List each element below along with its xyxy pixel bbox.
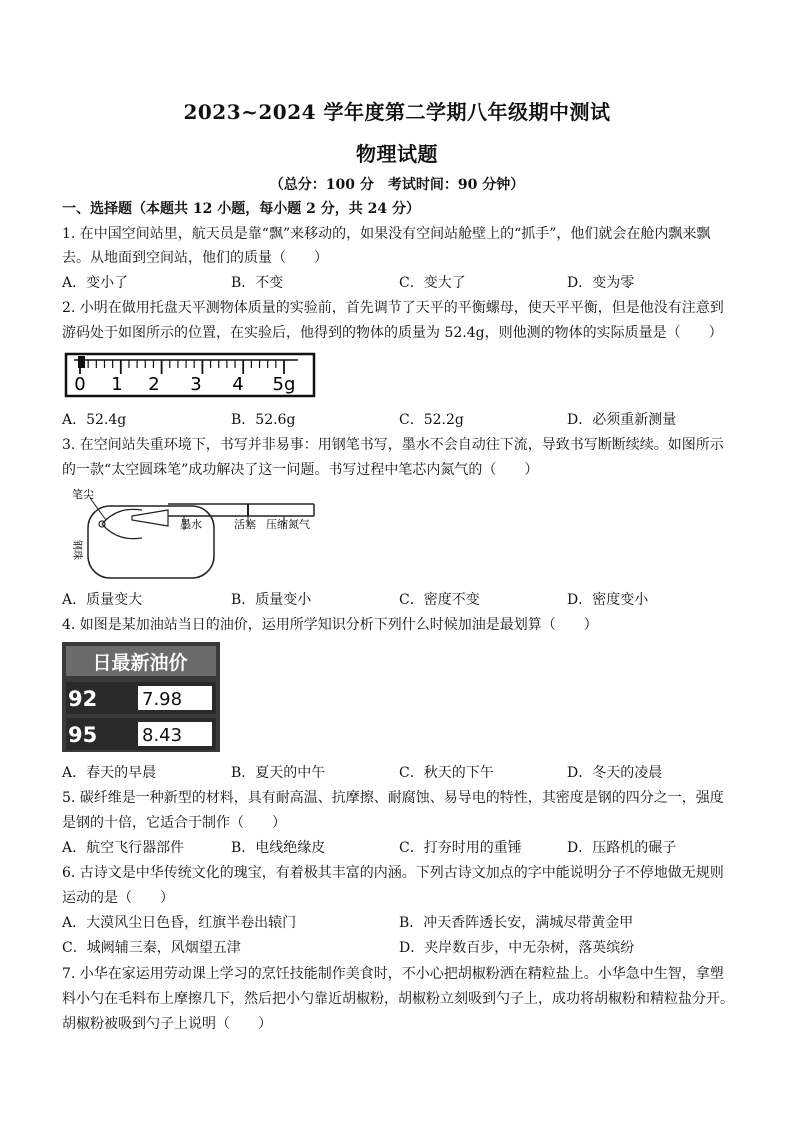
grade-95: 95 <box>68 723 98 747</box>
q1-text-line2: 去。从地面到空间站，他们的质量（ ） <box>62 250 328 266</box>
space-pen-figure <box>62 486 322 584</box>
q1-option-b: B．不变 <box>231 275 284 291</box>
q2-option-a: A．52.4g <box>62 412 127 428</box>
section-heading: 一、选择题（本题共 12 小题，每小题 2 分，共 24 分） <box>62 201 420 217</box>
q7-text-line1: 7. 小华在家运用劳动课上学习的烹饪技能制作美食时，不小心把胡椒粉洒在精粒盐上。小华急中生智，拿塑 <box>62 966 724 982</box>
grade-92: 92 <box>68 687 98 711</box>
ruler-label-2: 2 <box>148 374 160 395</box>
q4-option-c: C．秋天的下午 <box>399 765 494 781</box>
q5-text-line1: 5. 碳纤维是一种新型的材料，具有耐高温、抗摩擦、耐腐蚀、易导电的特性，其密度是钢的四分之一，强度 <box>62 790 724 806</box>
q7-text-line2: 料小勺在毛料布上摩擦几下，然后把小勺靠近胡椒粉，胡椒粉立刻吸到勺子上，成功将胡椒粉和精粒盐分开。 <box>62 991 734 1007</box>
price-95: 8.43 <box>142 725 183 746</box>
q3-text-line1: 3. 在空间站失重环境下，书写并非易事：用钢笔书写，墨水不会自动往下流，导致书写断断续续。如图所示 <box>62 437 724 453</box>
q5-text-line2: 是钢的十倍，它适合于制作（ ） <box>62 815 286 831</box>
label-piston: 活塞 <box>234 518 256 531</box>
q6-option-c: C．城阙辅三秦，风烟望五津 <box>62 940 241 956</box>
oil-price-board <box>62 642 222 754</box>
q5-option-b: B．电线绝缘皮 <box>231 840 326 856</box>
q7-text-line3: 胡椒粉被吸到勺子上说明（ ） <box>62 1016 272 1032</box>
label-ink: 墨水 <box>180 518 202 531</box>
q1-option-a: A．变小了 <box>62 275 129 291</box>
q1-option-c: C．变大了 <box>399 275 466 291</box>
q3-option-c: C．密度不变 <box>399 592 480 608</box>
price-92: 7.98 <box>142 689 183 710</box>
q6-option-b: B．冲天香阵透长安，满城尽带黄金甲 <box>399 915 634 931</box>
q5-option-a: A．航空飞行器部件 <box>62 840 185 856</box>
ruler-label-4: 4 <box>232 374 244 395</box>
q3-option-a: A．质量变大 <box>62 592 143 608</box>
q4-option-b: B．夏天的中午 <box>231 765 326 781</box>
q5-option-c: C．打夯时用的重锤 <box>399 840 522 856</box>
q6-option-a: A．大漠风尘日色昏，红旗半卷出辕门 <box>62 915 297 931</box>
q2-option-b: B．52.6g <box>231 412 296 428</box>
board-title: 日最新油价 <box>92 652 188 674</box>
q2-text-line2: 游码处于如图所示的位置，在实验后，他得到的物体的质量为 52.4g，则他测的物体的实际质量是（ ） <box>62 325 723 341</box>
q1-option-d: D．变为零 <box>567 275 635 291</box>
q3-option-b: B．质量变小 <box>231 592 312 608</box>
q6-option-d: D．夹岸数百步，中无杂树，落英缤纷 <box>399 940 635 956</box>
subject-title: 物理试题 <box>356 142 438 166</box>
q1-text-line1: 1. 在中国空间站里，航天员是靠“飘”来移动的，如果没有空间站舱壁上的“抓手”，他们就会在舱内飘来飘 <box>62 226 711 242</box>
ruler-label-1: 1 <box>111 374 123 395</box>
ruler-label-5g: 5g <box>272 374 296 395</box>
q3-option-d: D．密度变小 <box>567 592 649 608</box>
label-steel-ball: 钢珠 <box>71 540 82 560</box>
q2-option-d: D．必须重新测量 <box>567 412 677 428</box>
ruler-label-0: 0 <box>74 374 86 395</box>
label-pen-tip: 笔尖 <box>72 488 94 501</box>
q6-text-line2: 运动的是（ ） <box>62 890 174 906</box>
q3-text-line2: 的一款“太空圆珠笔”成功解决了这一问题。书写过程中笔芯内氮气的（ ） <box>62 462 539 478</box>
q4-option-a: A．春天的早晨 <box>62 765 157 781</box>
q2-option-c: C．52.2g <box>399 412 464 428</box>
label-compressed-nitrogen: 压缩氮气 <box>266 518 310 531</box>
q2-text-line1: 2. 小明在做用托盘天平测物体质量的实验前，首先调节了天平的平衡螺母，使天平平衡，但是他没有注意到 <box>62 300 724 316</box>
q4-option-d: D．冬天的凌晨 <box>567 765 663 781</box>
q6-text-line1: 6. 古诗文是中华传统文化的瑰宝，有着极其丰富的内涵。下列古诗文加点的字中能说明分子不停地做无规则 <box>62 865 724 881</box>
q4-text-line1: 4. 如图是某加油站当日的油价，运用所学知识分析下列什么时候加油是最划算（ ） <box>62 617 598 633</box>
exam-title: 2023~2024 学年度第二学期八年级期中测试 <box>183 100 611 124</box>
q5-option-d: D．压路机的碾子 <box>567 840 677 856</box>
exam-meta: （总分：100 分 考试时间：90 分钟） <box>269 177 525 193</box>
ruler-label-3: 3 <box>190 374 202 395</box>
rider-ruler-figure <box>62 350 318 400</box>
